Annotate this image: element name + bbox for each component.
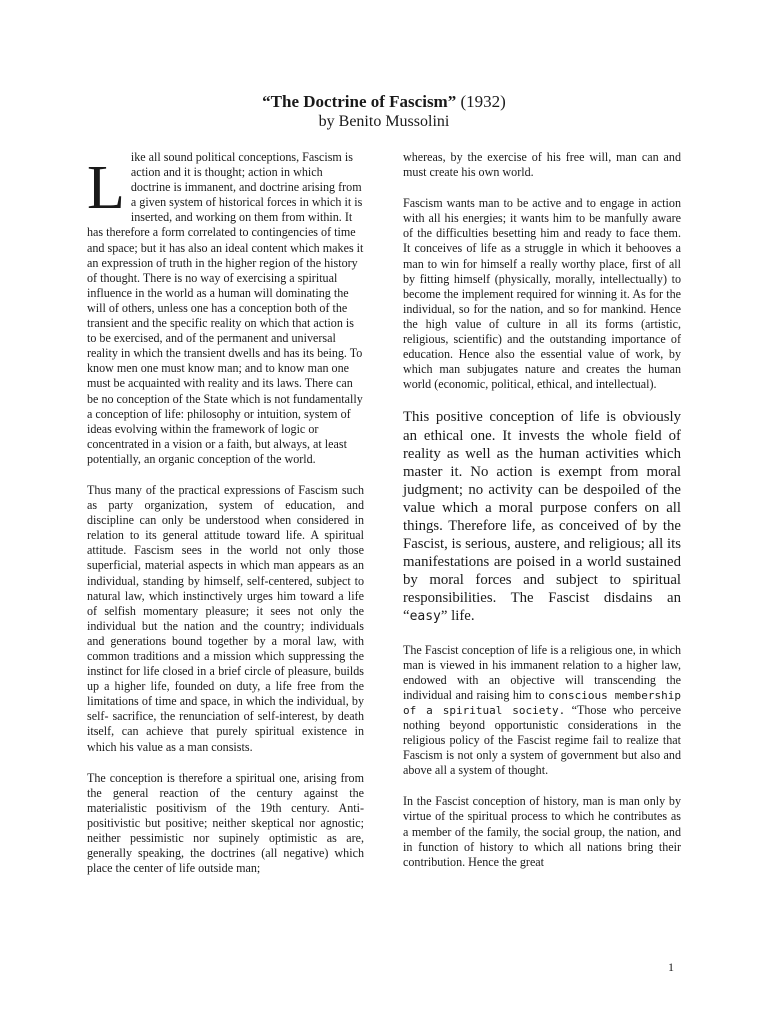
right-paragraph-4-b: conscious membership of a spiritual society. [403, 688, 682, 717]
right-paragraph-5: In the Fascist conception of history, man is man only by virtue of the spiritual process to which he contributes as a member of the family, the social group, the nation, and in function of history to which all nations bring their contribution. Hence the great [403, 794, 681, 869]
title-text: “The Doctrine of Fascism” [262, 92, 457, 111]
document-author: by Benito Mussolini [318, 113, 450, 130]
left-paragraph-3: The conception is therefore a spiritual one, arising from the general reaction of the century against the materialistic positivism of the 19th century. Anti-positivistic but positive; neither skeptical nor agnostic; neither pessimistic nor supinely optimistic as are, generally speaking, the doctrines (all negative) which place the center of life outside man; [87, 770, 364, 876]
left-column [87, 150, 364, 892]
page-number: 1 [668, 960, 674, 974]
right-column [403, 150, 681, 886]
left-paragraph-1-text: ike all sound political conceptions, Fascism is action and it is thought; action in which doctrine is immanent, and doctrine arising from a given system of historical forces in which it is inserted, and working on them from within. It has therefore a form correlated to contingencies of time and space; but it has also an ideal content which makes it an expression of truth in the higher region of the history of thought. There is no way of exercising a spiritual influence in the world as a human will dominating the will of others, unless one has a conception both of the transient and the specific reality on which that action is to be exercised, and of the permanent and universal reality in which the transient dwells and has its being. To know men one must know man; and to know man one must be acquainted with reality and its laws. There can be no conception of the State which is not fundamentally a conception of life: philosophy or intuition, system of ideas evolving within the framework of logic or concentrated in a vision or a faith, but always, at least potentially, an organic conception of the world. [87, 150, 364, 466]
left-paragraph-1 [87, 150, 364, 467]
right-paragraph-3-text: This positive conception of life is obviously an ethical one. It invests the whole field of reality as well as the human activities which master it. No action is exempt from moral judgment; no activity can be despoiled of the value which a moral purpose confers on all things. Therefore life, as conceived of by the Fascist, is serious, austere, and religious; all its manifestations are poised in a world sustained by moral forces and subject to spiritual responsibilities. The Fascist disdains [403, 409, 681, 607]
right-paragraph-3-tail-c: ” life. [440, 608, 475, 625]
title-block [0, 92, 768, 132]
right-paragraph-4 [403, 643, 681, 779]
left-paragraph-2: Thus many of the practical expressions of Fascism such as party organization, system of education, and discipline can only be understood when considered in relation to its general attitude toward life. A spiritual attitude. Fascism sees in the world not only those superficial, material aspects in which man appears as an individual, standing by himself, self-centered, subject to natural law, which instinctively urges him toward a life of selfish momentary pleasure; it sees not only the individual but the nation and the country; individuals and generations bound together by a moral law, with common traditions and a mission which suppressing the instinct for life closed in a brief circle of pleasure, builds up a higher life, founded on duty, a life free from the limitations of time and space, in which the individual, by self- sacrifice, the renunciation of self-interest, by death itself, can achieve that purely spiritual existence in which his value as a man consists. [87, 482, 364, 754]
right-paragraph-3-tail-a: an “ [403, 590, 681, 625]
right-paragraph-3-easy: easy [409, 609, 441, 625]
right-paragraph-2: Fascism wants man to be active and to engage in action with all his energies; it wants him to be manfully aware of the difficulties besetting him and ready to face them. It conceives of life as a struggle in which it behooves a man to win for himself a really worthy place, first of all by fitting himself (physically, morally, intellectually) to become the implement required for winning it. As for the individual, so for the nation, and so for mankind. Hence the high value of culture in all its forms (artistic, religious, scientific) and the outstanding importance of education. Hence also the essential value of work, by which man subjugates nature and creates the human world (economic, political, ethical, and intellectual). [403, 196, 681, 392]
document-title [0, 92, 768, 112]
right-paragraph-1: whereas, by the exercise of his free will, man can and must create his own world. [403, 150, 681, 180]
right-paragraph-3 [403, 408, 681, 626]
drop-cap: L [87, 154, 125, 222]
right-paragraph-4-a: The Fascist conception of life is a religious one, in which man is viewed in his immanent relation to a higher law, endowed with an objective will transcending the individual and raising him to [403, 642, 681, 702]
title-year: (1932) [460, 92, 506, 111]
right-paragraph-4-c: “Those who perceive nothing beyond opportunistic considerations in the religious policy of the Fascist regime fail to realize that Fascism is not only a system of government but also and above all a system of thought. [403, 702, 681, 778]
